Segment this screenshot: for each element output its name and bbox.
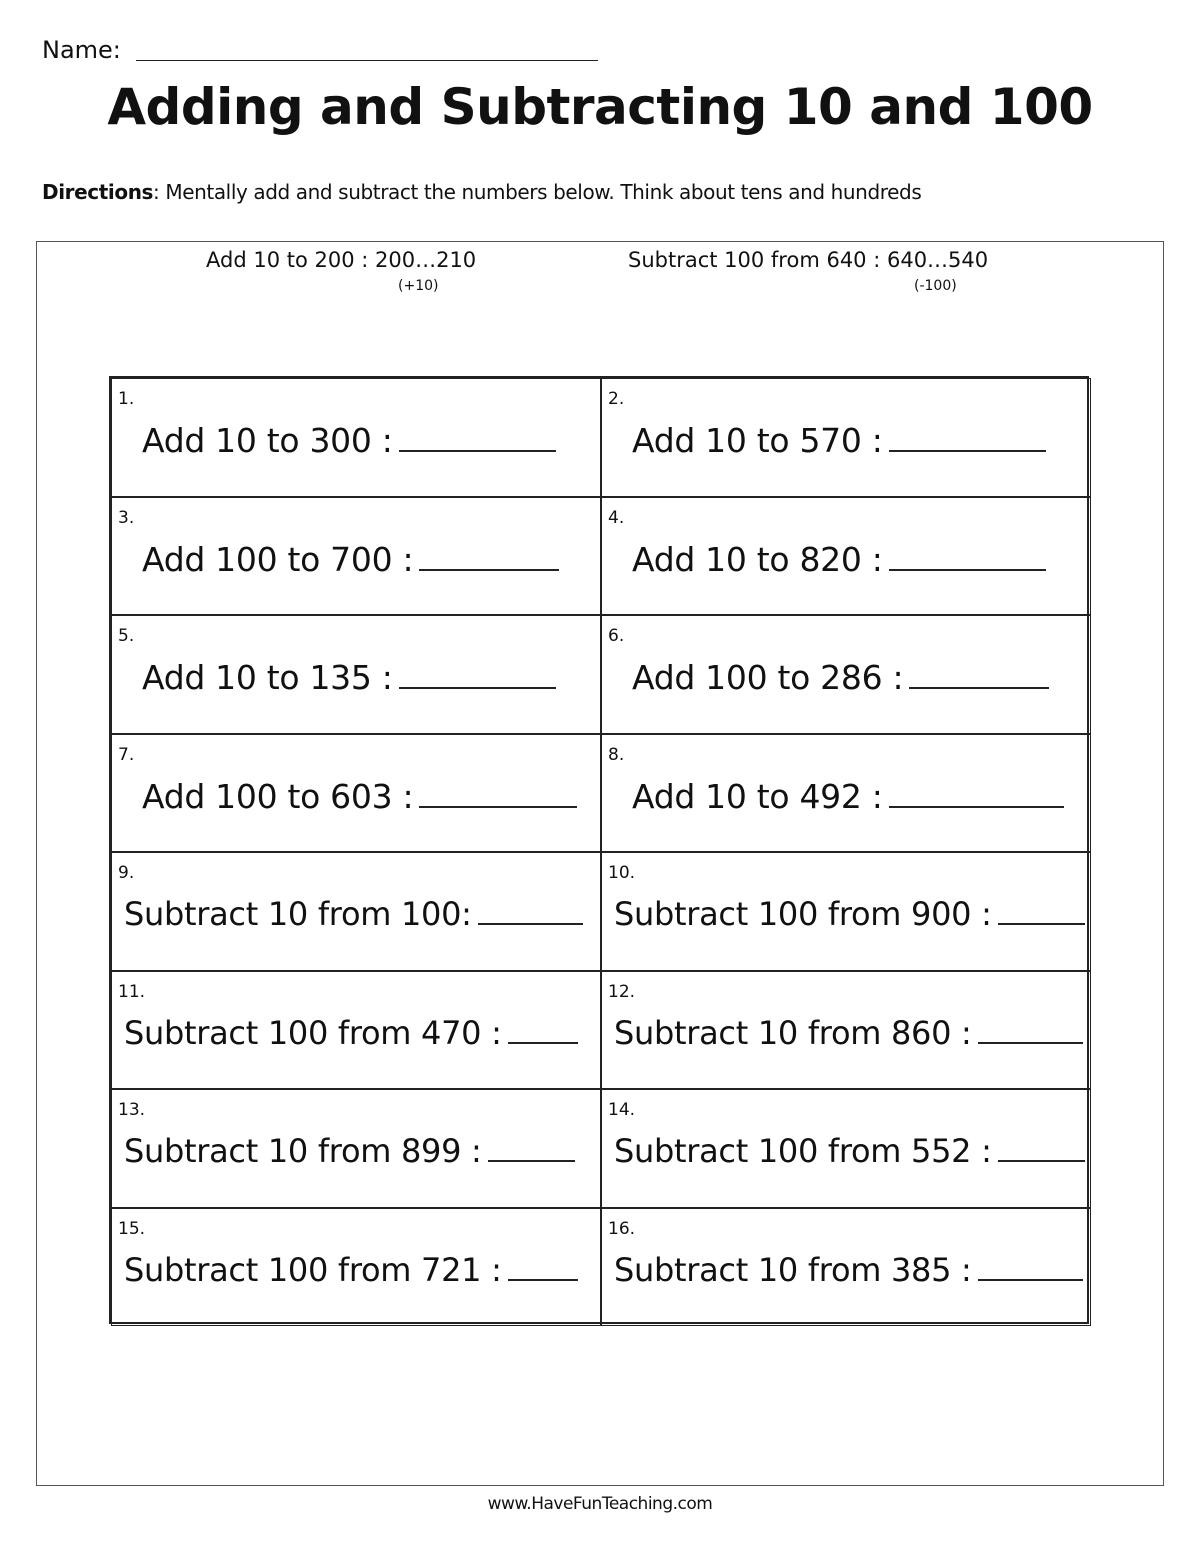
problem-text: Add 100 to 603 : — [142, 776, 414, 816]
answer-blank[interactable] — [488, 1134, 576, 1162]
answer-blank[interactable] — [889, 780, 1064, 808]
directions — [42, 180, 921, 204]
problem-cell — [601, 1208, 1091, 1327]
problem-cell — [601, 378, 1091, 497]
problem-text: Add 10 to 570 : — [632, 421, 883, 460]
problem-text-row — [632, 421, 1046, 460]
answer-blank[interactable] — [978, 1253, 1083, 1281]
problem-number: 9. — [118, 863, 135, 883]
problem-number: 15. — [118, 1218, 146, 1239]
problem-grid — [109, 376, 1089, 1324]
problem-text: Subtract 10 from 100: — [124, 895, 472, 933]
problem-cell — [111, 497, 601, 616]
answer-blank[interactable] — [419, 780, 577, 808]
example-subtract-note: (-100) — [914, 278, 957, 294]
example-add-text: Add 10 to 200 : 200…210 — [206, 248, 477, 272]
problem-text: Add 10 to 492 : — [632, 776, 883, 816]
problem-text-row — [614, 1132, 1085, 1170]
problem-number: 14. — [608, 1100, 636, 1120]
problem-text-row — [614, 895, 1085, 933]
problem-cell — [111, 852, 601, 971]
answer-blank[interactable] — [508, 1016, 578, 1044]
problem-text: Subtract 10 from 385 : — [614, 1250, 972, 1289]
problem-text: Subtract 100 from 721 : — [124, 1250, 502, 1289]
example-add — [206, 248, 477, 294]
problem-number: 6. — [608, 626, 625, 646]
problem-cell — [601, 734, 1091, 853]
problem-text: Subtract 10 from 860 : — [614, 1013, 972, 1052]
page-title: Adding and Subtracting 10 and 100 — [107, 78, 1093, 136]
answer-blank[interactable] — [399, 424, 557, 452]
problem-number: 13. — [118, 1100, 146, 1120]
answer-blank[interactable] — [909, 661, 1049, 689]
problem-text: Subtract 100 from 900 : — [614, 895, 992, 933]
problem-cell — [601, 497, 1091, 616]
example-subtract-text: Subtract 100 from 640 : 640…540 — [628, 248, 989, 272]
name-line[interactable] — [136, 60, 598, 61]
problem-number: 12. — [608, 981, 636, 1002]
problem-number: 11. — [118, 981, 146, 1002]
problem-text-row — [632, 658, 1049, 697]
problem-cell — [601, 852, 1091, 971]
directions-text: : Mentally add and subtract the numbers below. Think about tens and hundreds — [153, 180, 922, 204]
example-add-note: (+10) — [398, 278, 439, 294]
problem-text-row — [142, 540, 559, 579]
answer-blank[interactable] — [978, 1016, 1083, 1044]
answer-blank[interactable] — [399, 661, 557, 689]
problem-cell — [601, 615, 1091, 734]
example-subtract — [628, 248, 989, 294]
problem-text-row — [142, 421, 556, 460]
problem-cell — [111, 1089, 601, 1208]
problem-number: 7. — [118, 744, 135, 765]
problem-text-row — [632, 777, 1064, 816]
answer-blank[interactable] — [508, 1253, 578, 1281]
problem-text: Add 100 to 286 : — [632, 658, 904, 697]
problem-number: 16. — [608, 1218, 636, 1239]
problem-number: 5. — [118, 626, 135, 646]
problem-text-row — [124, 1251, 578, 1289]
problem-number: 10. — [608, 863, 636, 883]
problem-text-row — [614, 1014, 1083, 1052]
problem-text: Subtract 100 from 552 : — [614, 1132, 992, 1170]
problem-number: 3. — [118, 507, 135, 528]
problem-cell — [111, 734, 601, 853]
directions-label: Directions — [42, 180, 154, 204]
problem-number: 4. — [608, 507, 625, 528]
problem-text-row — [124, 1014, 578, 1052]
problem-text: Subtract 100 from 470 : — [124, 1013, 502, 1052]
footer-url: www.HaveFunTeaching.com — [487, 1494, 713, 1514]
answer-blank[interactable] — [889, 543, 1047, 571]
problem-text: Add 10 to 300 : — [142, 421, 393, 460]
problem-number: 1. — [118, 389, 135, 409]
problem-text-row — [124, 1132, 575, 1170]
answer-blank[interactable] — [478, 897, 583, 925]
problem-cell — [601, 971, 1091, 1090]
problem-text: Subtract 10 from 899 : — [124, 1132, 482, 1170]
answer-blank[interactable] — [998, 897, 1086, 925]
problem-number: 2. — [608, 389, 625, 409]
problem-cell — [111, 615, 601, 734]
name-label: Name: — [42, 36, 121, 64]
problem-text-row — [632, 540, 1046, 579]
answer-blank[interactable] — [419, 543, 559, 571]
problem-cell — [111, 378, 601, 497]
problem-number: 8. — [608, 744, 625, 765]
problem-cell — [111, 971, 601, 1090]
answer-blank[interactable] — [998, 1134, 1086, 1162]
problem-text-row — [142, 658, 556, 697]
problem-text-row — [614, 1251, 1083, 1289]
problem-text: Add 10 to 820 : — [632, 539, 883, 579]
problem-cell — [601, 1089, 1091, 1208]
problem-cell — [111, 1208, 601, 1327]
problem-text-row — [142, 777, 577, 816]
answer-blank[interactable] — [889, 424, 1047, 452]
problem-text-row — [124, 895, 583, 933]
problem-text: Add 10 to 135 : — [142, 658, 393, 697]
problem-text: Add 100 to 700 : — [142, 539, 414, 579]
